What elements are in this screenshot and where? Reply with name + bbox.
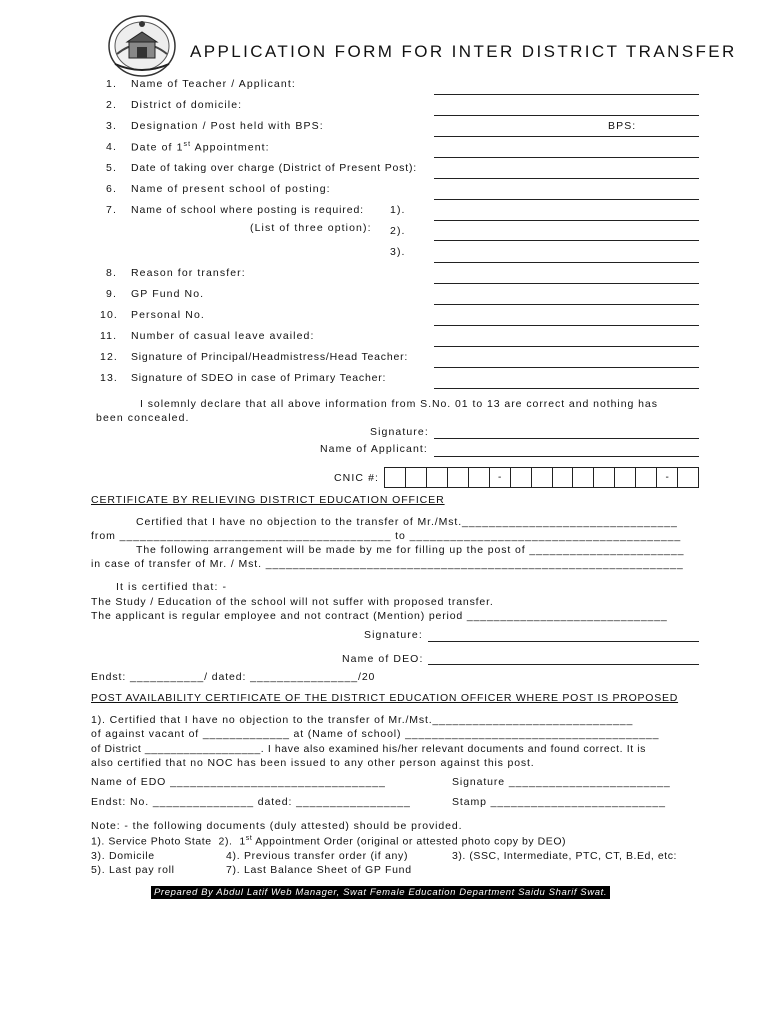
item-number: 9. <box>106 288 117 300</box>
deo-signature-line[interactable] <box>428 641 699 642</box>
page-title: APPLICATION FORM FOR INTER DISTRICT TRANSFER <box>190 42 737 61</box>
cert2-heading: POST AVAILABILITY CERTIFICATE OF THE DISTRICT EDUCATION OFFICER WHERE POST IS PROPOSED <box>91 692 679 704</box>
item-label-sdeo-signature: Signature of SDEO in case of Primary Teacher: <box>131 372 387 384</box>
field-name-line[interactable] <box>434 94 699 95</box>
cnic-label: CNIC #: <box>334 472 380 484</box>
declaration-line-1: I solemnly declare that all above information from S.No. 01 to 13 are correct and nothing has <box>140 398 658 410</box>
field-school-line[interactable] <box>434 199 699 200</box>
option-2: 2). <box>390 225 406 237</box>
cnic-digit[interactable] <box>553 468 574 487</box>
cnic-digit[interactable] <box>678 468 698 487</box>
cnic-digit[interactable] <box>406 468 427 487</box>
cert2-edo-name: Name of EDO ________________________________ <box>91 776 386 788</box>
field-option2-line[interactable] <box>434 240 699 241</box>
cert2-signature: Signature ________________________ <box>452 776 671 788</box>
cnic-digit[interactable] <box>427 468 448 487</box>
cnic-digit[interactable] <box>385 468 406 487</box>
field-principal-line[interactable] <box>434 367 699 368</box>
field-option1-line[interactable] <box>434 220 699 221</box>
note-line-1: Note: - the following documents (duly attested) should be provided. <box>91 820 463 832</box>
note-pay-roll: 5). Last pay roll <box>91 864 175 876</box>
deo-signature-label: Signature: <box>364 629 423 641</box>
item-number: 8. <box>106 267 117 279</box>
item-label-gp-fund: GP Fund No. <box>131 288 205 300</box>
field-gpfund-line[interactable] <box>434 304 699 305</box>
item-number: 10. <box>100 309 118 321</box>
field-option3-line[interactable] <box>434 262 699 263</box>
option-3: 3). <box>390 246 406 258</box>
note-domicile: 3). Domicile <box>91 850 155 862</box>
cert2-line-4: also certified that no NOC has been issued to any other person against this post. <box>91 757 535 769</box>
cert1-line-6: The Study / Education of the school will not suffer with proposed transfer. <box>91 596 494 608</box>
item-label-posting-required: Name of school where posting is required: <box>131 204 365 216</box>
item-number: 3. <box>106 120 117 132</box>
cert2-line-1: 1). Certified that I have no objection to the transfer of Mr./Mst.______________________________ <box>91 714 634 726</box>
cnic-digit[interactable] <box>532 468 553 487</box>
cert2-stamp: Stamp __________________________ <box>452 796 666 808</box>
cnic-dash: - <box>657 468 678 487</box>
field-charge-line[interactable] <box>434 178 699 179</box>
applicant-signature-line[interactable] <box>434 438 699 439</box>
cert1-line-7: The applicant is regular employee and not contract (Mention) period ______________________________ <box>91 610 668 622</box>
field-domicile-line[interactable] <box>434 115 699 116</box>
cert1-line-2: from ________________________________________ to ________________________________________ <box>91 530 682 542</box>
field-leave-line[interactable] <box>434 346 699 347</box>
cnic-dash: - <box>490 468 511 487</box>
item-label-personal-no: Personal No. <box>131 309 205 321</box>
option-1: 1). <box>390 204 406 216</box>
applicant-name-label: Name of Applicant: <box>320 443 428 455</box>
note-certificates: 3). (SSC, Intermediate, PTC, CT, B.Ed, etc: <box>452 850 677 862</box>
note-previous-transfer: 4). Previous transfer order (if any) <box>226 850 409 862</box>
item-number: 5. <box>106 162 117 174</box>
bps-label: BPS: <box>608 120 637 132</box>
applicant-signature-label: Signature: <box>370 426 429 438</box>
options-sub-label: (List of three option): <box>250 222 372 234</box>
cert2-line-3: of District __________________. I have also examined his/her relevant documents and found correct. It is <box>91 743 647 755</box>
field-sdeo-line[interactable] <box>434 388 699 389</box>
item-number: 12. <box>100 351 118 363</box>
declaration-line-2: been concealed. <box>96 412 190 424</box>
cnic-digit[interactable] <box>511 468 532 487</box>
field-designation-line[interactable] <box>434 136 699 137</box>
deo-name-label: Name of DEO: <box>342 653 424 665</box>
cnic-digit[interactable] <box>636 468 657 487</box>
field-personal-line[interactable] <box>434 325 699 326</box>
item-label-casual-leave: Number of casual leave availed: <box>131 330 315 342</box>
item-number: 2. <box>106 99 117 111</box>
cert1-heading: CERTIFICATE BY RELIEVING DISTRICT EDUCATION OFFICER <box>91 494 445 506</box>
cnic-input-boxes[interactable] <box>384 467 699 488</box>
applicant-name-line[interactable] <box>434 456 699 457</box>
cert1-endst: Endst: ___________/ dated: ________________/20 <box>91 671 376 683</box>
cnic-digit[interactable] <box>448 468 469 487</box>
note-gp-fund: 7). Last Balance Sheet of GP Fund <box>226 864 412 876</box>
cnic-digit[interactable] <box>594 468 615 487</box>
cert1-line-4: in case of transfer of Mr. / Mst. ______________________________________________________________ <box>91 558 684 570</box>
footer-credit: Prepared By Abdul Latif Web Manager, Swat Female Education Department Saidu Sharif Swat. <box>151 886 610 899</box>
field-reason-line[interactable] <box>434 283 699 284</box>
item-label-reason: Reason for transfer: <box>131 267 246 279</box>
item-label-present-school: Name of present school of posting: <box>131 183 331 195</box>
item-label-principal-signature: Signature of Principal/Headmistress/Head Teacher: <box>131 351 409 363</box>
cert1-line-5: It is certified that: - <box>116 581 228 593</box>
item-number: 11. <box>100 330 118 342</box>
item-number: 4. <box>106 141 117 153</box>
item-number: 7. <box>106 204 117 216</box>
cnic-digit[interactable] <box>615 468 636 487</box>
cnic-digit[interactable] <box>573 468 594 487</box>
item-number: 1. <box>106 78 117 90</box>
cert1-line-3: The following arrangement will be made by me for filling up the post of _______________________ <box>136 544 685 556</box>
item-label-charge-date: Date of taking over charge (District of Present Post): <box>131 162 417 174</box>
item-label-name: Name of Teacher / Applicant: <box>131 78 296 90</box>
item-label-domicile: District of domicile: <box>131 99 243 111</box>
note-line-2: 1). Service Photo State 2). 1st Appointment Order (original or attested photo copy by DEO) <box>91 835 567 848</box>
field-appointment-line[interactable] <box>434 157 699 158</box>
cert1-line-1: Certified that I have no objection to the transfer of Mr./Mst.________________________________ <box>136 516 678 528</box>
item-number: 6. <box>106 183 117 195</box>
item-label-first-appointment: Date of 1st Appointment: <box>131 141 270 154</box>
government-emblem-logo <box>107 14 177 78</box>
cnic-digit[interactable] <box>469 468 490 487</box>
cert2-endst: Endst: No. _______________ dated: _________________ <box>91 796 411 808</box>
cert2-line-2: of against vacant of _____________ at (Name of school) ______________________________________ <box>91 728 660 740</box>
item-label-designation: Designation / Post held with BPS: <box>131 120 324 132</box>
item-number: 13. <box>100 372 118 384</box>
deo-name-line[interactable] <box>428 664 699 665</box>
